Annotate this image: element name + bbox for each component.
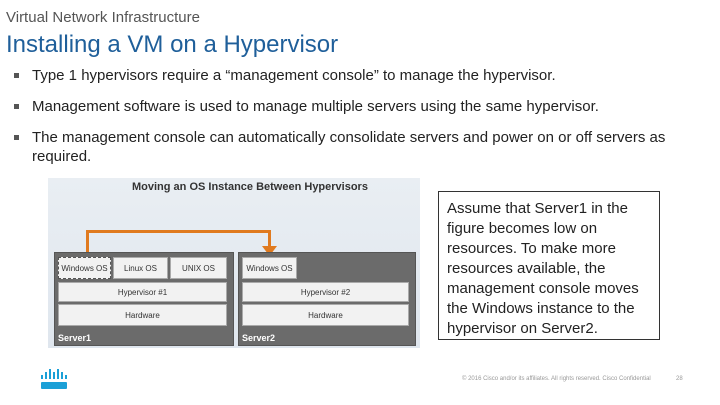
server2-os-windows: Windows OS bbox=[242, 257, 297, 279]
server1-os-windows: Windows OS bbox=[58, 257, 111, 279]
slide-subtitle: Virtual Network Infrastructure bbox=[6, 9, 200, 26]
server2-hardware: Hardware bbox=[242, 304, 409, 326]
bullet-item bbox=[14, 128, 712, 166]
slide-title: Installing a VM on a Hypervisor bbox=[6, 31, 339, 58]
bullet-marker-icon bbox=[14, 73, 19, 78]
server1-os-unix: UNIX OS bbox=[170, 257, 227, 279]
server1-label: Server1 bbox=[58, 333, 92, 343]
bullet-marker-icon bbox=[14, 135, 19, 140]
bullet-text: Type 1 hypervisors require a “management console” to manage the hypervisor. bbox=[32, 67, 556, 84]
bullet-list bbox=[14, 66, 704, 178]
server1-os-linux: Linux OS bbox=[113, 257, 168, 279]
bullet-text: The management console can automatically consolidate servers and power on or off servers as required. bbox=[32, 129, 666, 165]
migration-arrow-top bbox=[86, 230, 271, 233]
server2-label: Server2 bbox=[242, 333, 276, 343]
figure-title: Moving an OS Instance Between Hypervisors bbox=[132, 181, 368, 193]
footer-copyright: © 2016 Cisco and/or its affiliates. All rights reserved. Cisco Confidential bbox=[462, 376, 651, 382]
server1-hypervisor: Hypervisor #1 bbox=[58, 282, 227, 302]
page-number: 28 bbox=[676, 376, 683, 382]
bullet-item bbox=[14, 66, 704, 85]
server2-hypervisor: Hypervisor #2 bbox=[242, 282, 409, 302]
bullet-item bbox=[14, 97, 704, 116]
bullet-text: Management software is used to manage multiple servers using the same hypervisor. bbox=[32, 98, 599, 115]
callout-box: Assume that Server1 in the figure becomes low on resources. To make more resources available, the management console moves the Windows instance to the hypervisor on Server2. bbox=[438, 191, 660, 340]
cisco-logo-icon bbox=[40, 369, 68, 391]
bullet-marker-icon bbox=[14, 104, 19, 109]
server1-hardware: Hardware bbox=[58, 304, 227, 326]
